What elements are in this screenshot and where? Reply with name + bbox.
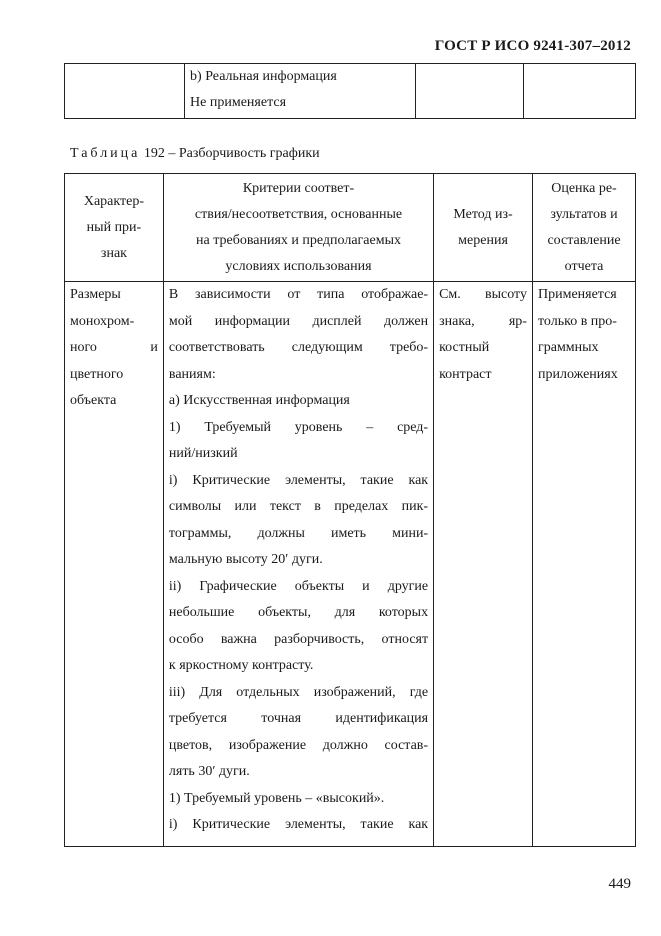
cell-line: цветного [70,366,124,382]
header-line: ствия/несоответствия, основанные [194,206,403,222]
cell-line: знака, яр- [439,313,527,329]
cell-line: i) Критические элементы, такие как [168,817,429,832]
cell-criteria [163,282,433,847]
header-evaluation [532,174,635,282]
cell-evaluation [532,282,635,847]
cell-line: лять 30′ дуги. [168,764,250,779]
cell-line: В зависимости от типа отображае- [168,287,429,302]
table-row [65,282,636,847]
cell-line: к яркостному контрасту. [168,658,314,673]
cell-line: мой информации дисплей должен [168,313,429,329]
header-line: Критерии соответ- [242,180,355,196]
header-line: Метод из- [453,206,513,222]
cell-line: мальную высоту 20′ дуги. [168,552,323,567]
cell-empty [524,64,636,119]
header-line: зультатов и [550,206,618,222]
cell-line: b) Реальная информация [190,69,337,84]
cell-line: Размеры [70,287,121,302]
cell-line: небольшие объекты, для которых [168,605,429,620]
caption-prefix: Таблица [70,146,141,161]
cell-criteria [185,64,416,119]
cell-line: граммных [537,340,599,355]
legibility-table [64,173,636,847]
cell-line: 1) Требуемый уровень – сред- [168,419,429,435]
cell-line: требуется точная идентификация [168,711,429,726]
cell-line: Не применяется [190,95,287,110]
header-line: Характер- [83,193,145,209]
header-line: составление [547,232,621,248]
document-header: ГОСТ Р ИСО 9241-307–2012 [434,38,631,54]
cell-line: ii) Графические объекты и другие [168,578,429,594]
cell-line: объекта [70,393,117,408]
table-caption [70,146,320,162]
header-line: мерения [458,232,508,248]
table-row [65,64,636,119]
cell-method [434,282,533,847]
cell-characteristic [65,282,164,847]
continuation-table [64,63,636,119]
cell-line: См. высоту [439,287,527,302]
cell-line: монохром- [70,313,135,329]
cell-line: ваниям: [168,366,216,382]
cell-empty [65,64,185,119]
cell-line: только в про- [537,313,617,329]
cell-line: особо важна разборчивость, относят [168,631,429,647]
cell-line: приложениях [537,366,618,382]
header-line: знак [100,245,127,261]
header-line: на требованиях и предполагаемых [196,232,401,248]
header-characteristic [65,174,164,282]
cell-line: Применяется [537,287,617,302]
cell-line: ний/низкий [168,446,238,461]
cell-line: цветов, изображение должно состав- [168,737,429,753]
cell-line: контраст [439,366,492,382]
cell-line: a) Искусственная информация [168,393,350,408]
header-line: ный при- [86,219,142,235]
cell-line: i) Критические элементы, такие как [168,472,429,488]
header-line: отчета [564,258,604,274]
header-line: Оценка ре- [551,180,617,196]
cell-empty [416,64,524,119]
cell-line: 1) Требуемый уровень – «высокий». [168,790,385,806]
header-line: условиях использования [225,258,372,274]
cell-line: соответствовать следующим требо- [168,340,429,355]
caption-text: 192 – Разборчивость графики [140,146,320,161]
header-criteria [163,174,433,282]
page-number: 449 [608,876,631,892]
cell-line: iii) Для отдельных изображений, где [168,684,429,700]
table-header-row [65,174,636,282]
cell-line: ного и [70,340,158,355]
cell-line: символы или текст в пределах пик- [168,499,429,514]
header-method [434,174,533,282]
cell-line: тограммы, должны иметь мини- [168,525,429,541]
cell-line: костный [439,340,490,355]
